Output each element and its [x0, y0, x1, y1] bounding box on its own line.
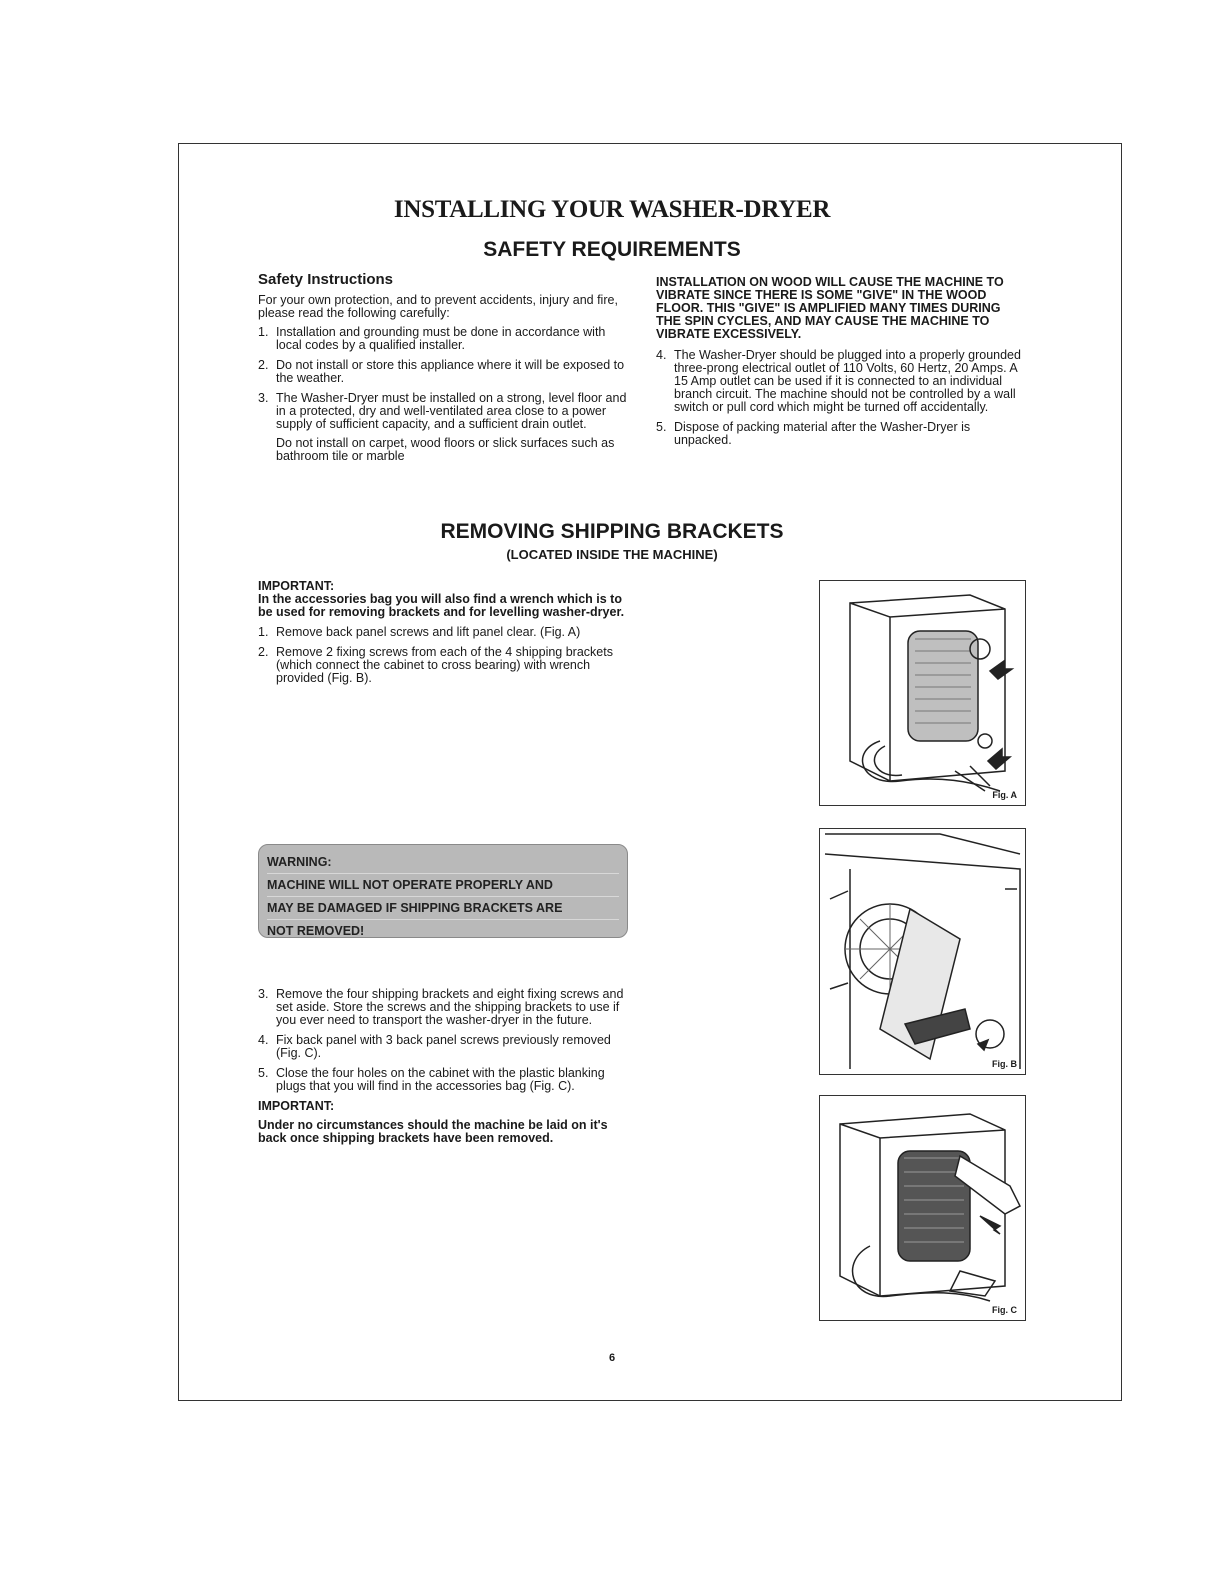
washer-refit-panel-illustration	[820, 1096, 1025, 1320]
important-text: In the accessories bag you will also find a wrench which is to be used for removing brackets and for levelling washer-dryer.	[258, 592, 625, 619]
list-item: 4. Fix back panel with 3 back panel screws previously removed (Fig. C).	[258, 1033, 611, 1060]
bracket-steps-b	[258, 988, 630, 1093]
list-item: 3. Remove the four shipping brackets and eight fixing screws and set aside. Store the screws and the shipping brackets to use if you ever need to transport the washer-dryer in the future.	[258, 987, 624, 1027]
wood-floor-warning: INSTALLATION ON WOOD WILL CAUSE THE MACHINE TO VIBRATE SINCE THERE IS SOME "GIVE" IN THE WOOD FLOOR. THIS "GIVE" IS AMPLIFIED MANY TIMES DURING THE SPIN CYCLES, AND MAY CAUSE THE MACHINE TO VIBRATE EXCESSIVELY.	[656, 275, 1004, 341]
safety-list-right	[656, 349, 1026, 447]
figure-a-label: Fig. A	[992, 790, 1017, 800]
bracket-steps-a	[258, 626, 630, 685]
page-number: 6	[608, 1352, 616, 1364]
important2-label: IMPORTANT:	[258, 1099, 335, 1113]
brackets-lower-text	[258, 988, 630, 1145]
safety-section-title: SAFETY REQUIREMENTS	[483, 238, 741, 261]
important2-text: Under no circumstances should the machine be laid on it's back once shipping brackets have been removed.	[258, 1118, 608, 1145]
important-label: IMPORTANT:	[258, 579, 335, 593]
warning-line: WARNING:	[267, 851, 619, 874]
list-item: 4. The Washer-Dryer should be plugged into a properly grounded three-prong electrical outlet of 110 Volts, 60 Hertz, 20 Amps. A 15 Amp outlet can be used if it is connected to an individual branch circuit. The machine should not be controlled by a wall switch or pull cord which might be turned off accidentally.	[656, 348, 1021, 414]
washer-brackets-illustration	[820, 829, 1025, 1074]
brackets-section-title: REMOVING SHIPPING BRACKETS	[440, 520, 784, 543]
list-item: 1. Remove back panel screws and lift panel clear. (Fig. A)	[258, 625, 581, 639]
list-item: 5. Close the four holes on the cabinet with the plastic blanking plugs that you will find in the accessories bag (Fig. C).	[258, 1066, 605, 1093]
item3-note: Do not install on carpet, wood floors or slick surfaces such as bathroom tile or marble	[276, 436, 615, 463]
list-item: 1. Installation and grounding must be done in accordance with local codes by a qualified installer.	[258, 325, 606, 352]
washer-back-panel-illustration	[820, 581, 1025, 805]
safety-left-column	[258, 273, 630, 470]
list-item: 2. Remove 2 fixing screws from each of the 4 shipping brackets (which connect the cabinet to cross bearing) with wrench provided (Fig. B).	[258, 645, 613, 685]
figure-b-label: Fig. B	[992, 1059, 1017, 1069]
list-item: 3. The Washer-Dryer must be installed on a strong, level floor and in a protected, dry and well-ventilated area close to a power supply of sufficient capacity, and a sufficient drain outlet. Do not install on carpet, wood floors or slick surfaces such as bathroom tile or marble	[258, 392, 630, 463]
figure-b	[819, 828, 1026, 1075]
figure-c	[819, 1095, 1026, 1321]
figure-c-label: Fig. C	[992, 1305, 1017, 1315]
warning-line: MACHINE WILL NOT OPERATE PROPERLY AND	[267, 874, 619, 897]
list-item: 2. Do not install or store this appliance where it will be exposed to the weather.	[258, 358, 625, 385]
list-item: 5. Dispose of packing material after the Washer-Dryer is unpacked.	[656, 420, 971, 447]
safety-list-left	[258, 326, 630, 463]
figure-a	[819, 580, 1026, 806]
warning-line: NOT REMOVED!	[267, 924, 365, 938]
safety-subheading: Safety Instructions	[258, 271, 394, 288]
safety-intro: For your own protection, and to prevent accidents, injury and fire, please read the following carefully:	[258, 293, 618, 320]
safety-right-column	[656, 276, 1026, 454]
warning-line: MAY BE DAMAGED IF SHIPPING BRACKETS ARE	[267, 897, 619, 920]
brackets-upper-text	[258, 580, 630, 692]
warning-box	[258, 844, 628, 938]
brackets-section-subtitle: (LOCATED INSIDE THE MACHINE)	[506, 547, 718, 562]
main-title: INSTALLING YOUR WASHER-DRYER	[393, 196, 831, 223]
